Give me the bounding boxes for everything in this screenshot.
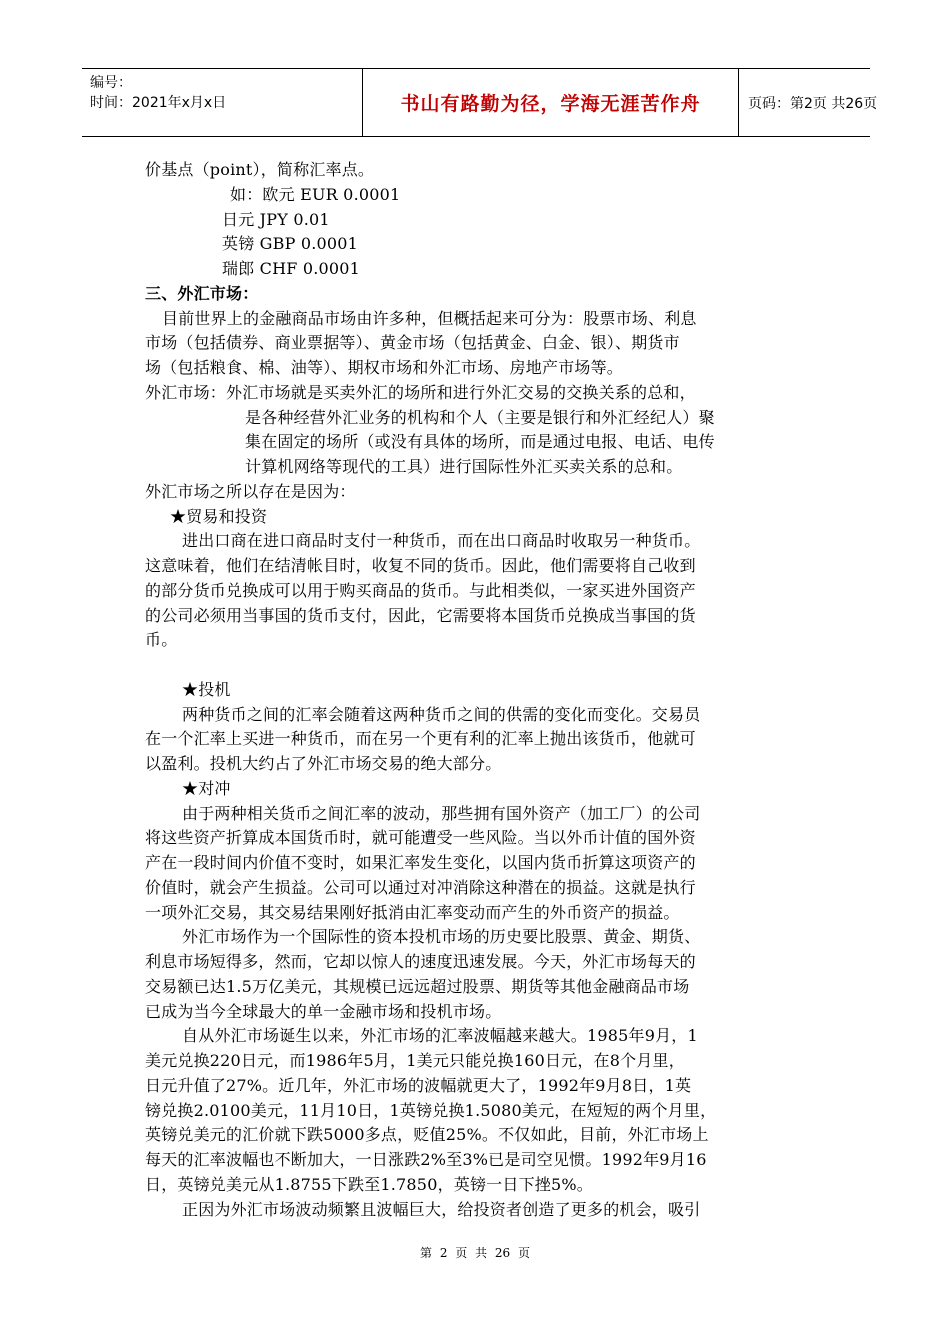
text-line: 由于两种相关货币之间汇率的波动，那些拥有国外资产（加工厂）的公司 [182,803,701,823]
text-line: 集在固定的场所（或没有具体的场所，而是通过电报、电话、电传 [245,432,715,452]
text-line: 计算机网络等现代的工具）进行国际性外汇买卖关系的总和。 [245,457,683,476]
text-line: 英镑 GBP 0.0001 [222,234,359,254]
text-line: 两种货币之间的汇率会随着这两种货币之间的供需的变化而变化。交易员 [182,704,701,724]
text-line: 瑞郎 CHF 0.0001 [222,259,361,278]
document-date-label: 时间：2021年x月x日 [90,95,227,111]
text-line: 在一个汇率上买进一种货币，而在另一个更有利的汇率上抛出该货币，他就可 [145,729,696,749]
text-line: 市场（包括债券、商业票据等）、黄金市场（包括黄金、白金、银）、期货市 [145,333,680,353]
text-line: 日元 JPY 0.01 [222,209,330,229]
text-line: 外汇市场作为一个国际性的资本投机市场的历史要比股票、黄金、期货、 [182,927,701,947]
text-line: 日，英镑兑美元从1.8755下跌至1.7850，英镑一日下挫5%。 [145,1174,593,1194]
text-line: 镑兑换2.0100美元，11月10日，1英镑兑换1.5080美元，在短短的两个月里， [145,1100,717,1120]
header-meta [90,73,226,113]
text-line: 的部分货币兑换成可以用于购买商品的货币。与此相类似，一家买进外国资产 [145,580,696,600]
text-line: 如：欧元 EUR 0.0001 [230,184,401,204]
header-motto: 书山有路勤为径，学海无涯苦作舟 [362,69,739,136]
text-line: 英镑兑美元的汇价就下跌5000多点，贬值25%。不仅如此，目前，外汇市场上 [145,1125,709,1145]
document-number-label: 编号： [90,75,132,91]
text-line: 交易额已达1.5万亿美元，其规模已远远超过股票、期货等其他金融商品市场 [145,976,690,996]
text-line: 每天的汇率波幅也不断加大，一日涨跌2%至3%已是司空见惯。1992年9月16 [145,1150,707,1169]
header-page-number: 页码：第2页 共26页 [748,95,878,112]
text-line: 币。 [145,630,178,650]
text-line: 美元兑换220日元，而1986年5月，1美元只能兑换160日元，在8个月里， [145,1051,685,1070]
text-line: 一项外汇交易，其交易结果刚好抵消由汇率变动而产生的外币资产的损益。 [145,902,680,922]
text-line: 的公司必须用当事国的货币支付，因此，它需要将本国货币兑换成当事国的货 [145,605,696,625]
text-line: 外汇市场：外汇市场就是买卖外汇的场所和进行外汇交易的交换关系的总和， [145,382,696,402]
text-line: 外汇市场之所以存在是因为： [145,481,356,501]
text-line: ★对冲 [182,778,231,798]
text-line: 自从外汇市场诞生以来，外汇市场的汇率波幅越来越大。1985年9月，1 [182,1026,698,1046]
text-line: ★贸易和投资 [170,506,268,526]
page-header [82,68,878,137]
text-line: 这意味着，他们在结清帐目时，收复不同的货币。因此，他们需要将自己收到 [145,556,696,575]
text-line: 价值时，就会产生损益。公司可以通过对冲消除这种潜在的损益。这就是执行 [145,877,696,897]
text-line: 目前世界上的金融商品市场由许多种，但概括起来可分为：股票市场、利息 [162,308,697,328]
text-line: ★投机 [182,679,231,699]
text-line: 利息市场短得多，然而，它却以惊人的速度迅速发展。今天，外汇市场每天的 [145,952,696,971]
page-footer: 第 2 页 共 26 页 [420,1246,530,1260]
text-line: 进出口商在进口商品时支付一种货币，而在出口商品时收取另一种货币。 [182,531,701,551]
text-line: 以盈利。投机大约占了外汇市场交易的绝大部分。 [145,754,502,773]
text-line: 将这些资产折算成本国货币时，就可能遭受一些风险。当以外币计值的国外资 [145,828,696,848]
text-line: 正因为外汇市场波动频繁且波幅巨大，给投资者创造了更多的机会，吸引 [182,1199,701,1219]
text-line: 是各种经营外汇业务的机构和个人（主要是银行和外汇经纪人）聚 [245,407,715,427]
text-line: 三、外汇市场： [145,283,259,303]
text-line: 已成为当今全球最大的单一金融市场和投机市场。 [145,1001,502,1021]
text-line: 价基点（point），简称汇率点。 [145,160,375,179]
text-line: 日元升值了27%。近几年，外汇市场的波幅就更大了，1992年9月8日，1英 [145,1075,692,1095]
text-line: 场（包括粮食、棉、油等）、期权市场和外汇市场、房地产市场等。 [145,358,624,377]
text-line: 产在一段时间内价值不变时，如果汇率发生变化，以国内货币折算这项资产的 [145,853,696,872]
